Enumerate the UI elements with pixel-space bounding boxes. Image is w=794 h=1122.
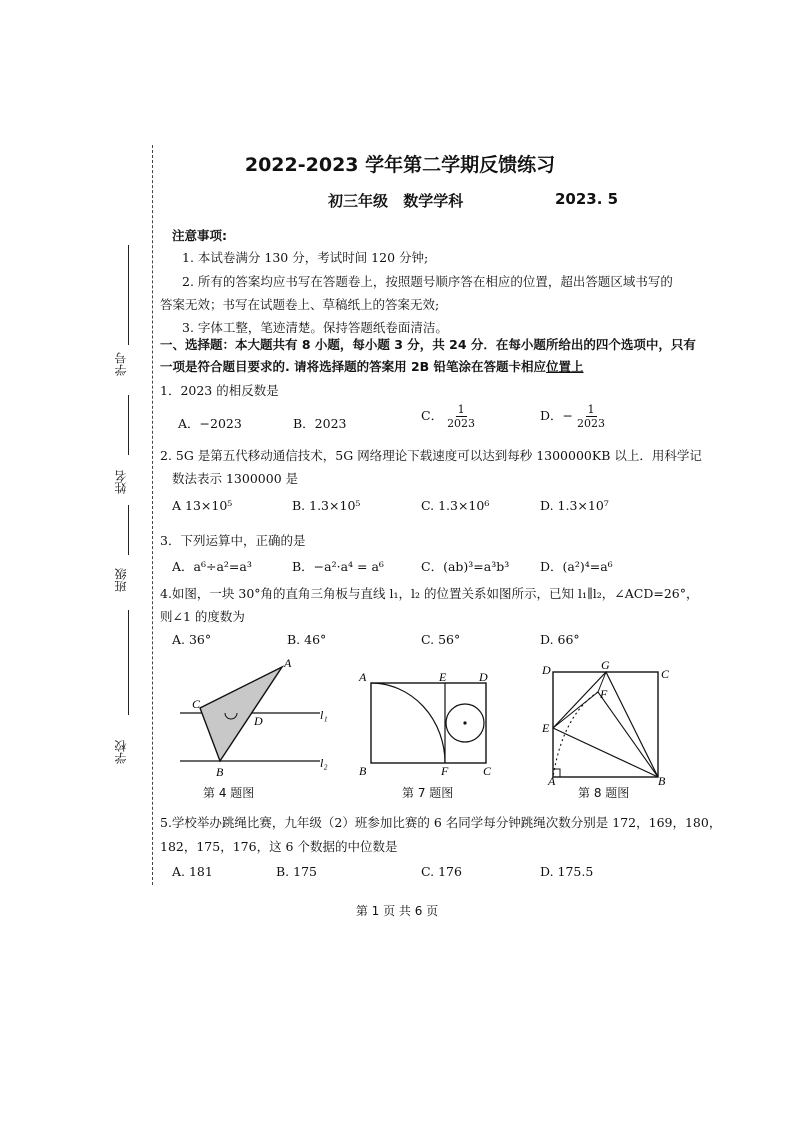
q3-stem: 3．下列运算中，正确的是 [160, 533, 306, 548]
q3-option-a[interactable]: A．a⁶÷a²=a³ [172, 559, 252, 574]
figure-7 [355, 665, 495, 780]
school-label: 学校 [114, 740, 128, 764]
q4-option-b[interactable]: B. 46° [287, 632, 327, 647]
q5-option-c[interactable]: C. 176 [421, 864, 462, 879]
q5-stem-line1: 5.学校举办跳绳比赛，九年级（2）班参加比赛的 6 名同学每分钟跳绳次数分别是 172，169，180， [160, 815, 722, 830]
q1-option-c-label: C． [421, 408, 444, 423]
notes-item-1: 1. 本试卷满分 130 分，考试时间 120 分钟; [182, 250, 429, 265]
fig8-label-d: D [542, 663, 551, 677]
fig7-circle-center [463, 721, 466, 724]
q4-option-d[interactable]: D. 66° [540, 632, 580, 647]
q1-option-d-label: D． [540, 408, 563, 423]
q1-option-d-sign: − [562, 408, 574, 423]
q1-stem: 1．2023 的相反数是 [160, 383, 279, 398]
fraction-denominator: 2023 [447, 417, 476, 430]
fig8-label-e: E [542, 721, 550, 735]
section1-line1: 一、选择题：本大题共有 8 小题，每小题 3 分，共 24 分．在每小题所给出的四个选项中，只有 [160, 337, 696, 352]
figure-8 [538, 660, 678, 785]
fig8-label-c: C [661, 667, 670, 681]
name-blank[interactable] [128, 505, 129, 555]
fig4-label-l1: l₁ [320, 708, 328, 722]
q4-stem-line1: 4.如图，一块 30°角的直角三角板与直线 l₁，l₂ 的位置关系如图所示，已知 l₁∥l₂，∠ACD=26°， [160, 586, 699, 601]
exam-subject: 初三年级 数学学科 [328, 192, 464, 210]
q1-option-b[interactable]: B．2023 [293, 416, 347, 431]
q2-option-a[interactable]: A 13×10⁵ [172, 498, 233, 513]
fig4-label-d: D [254, 714, 263, 728]
fig8-label-g: G [601, 660, 610, 672]
fig8-caption: 第 8 题图 [578, 786, 630, 800]
q2-stem-line2: 数法表示 1300000 是 [172, 471, 299, 486]
section1-line2 [160, 357, 584, 375]
fig7-label-a: A [359, 670, 367, 684]
q3-option-b[interactable]: B．−a²·a⁴ = a⁶ [292, 559, 384, 574]
q2-option-d[interactable]: D. 1.3×10⁷ [540, 498, 609, 513]
fig8-label-f: F [600, 687, 608, 701]
binding-dashed-line [152, 145, 153, 885]
q4-stem-line2: 则∠1 的度数为 [160, 609, 245, 624]
name-label: 姓名 [114, 470, 128, 494]
fig7-label-c: C [483, 764, 492, 778]
section1-line2-text: 一项是符合题目要求的. 请将选择题的答案用 2B 铅笔涂在答题卡相应 [160, 359, 547, 374]
class-label: 班级 [114, 568, 128, 592]
notes-item-2a: 2. 所有的答案均应书写在答题卷上，按照题号顺序答在相应的位置，超出答题区域书写的 [182, 274, 673, 289]
q1-option-d-fraction [577, 403, 605, 430]
student-id-label: 学号 [114, 352, 128, 376]
figure-4 [170, 655, 340, 780]
class-blank[interactable] [128, 610, 129, 715]
name-blank-top[interactable] [128, 395, 129, 455]
fig4-label-a: A [284, 656, 292, 670]
q2-option-b[interactable]: B. 1.3×10⁵ [292, 498, 361, 513]
q1-option-d[interactable] [540, 403, 605, 430]
student-id-blank[interactable] [128, 245, 129, 345]
fig4-triangle [200, 667, 282, 761]
q3-option-c[interactable]: C．(ab)³=a³b³ [421, 559, 510, 574]
exam-date: 2023. 5 [555, 190, 619, 208]
fig8-line-eb [553, 728, 658, 777]
fig4-label-c: C [192, 697, 201, 711]
q4-option-a[interactable]: A. 36° [172, 632, 212, 647]
fig8-line-efb [553, 692, 658, 777]
notes-heading: 注意事项: [172, 228, 227, 243]
q5-option-a[interactable]: A. 181 [172, 864, 213, 879]
notes-item-2b: 答案无效；书写在试题卷上、草稿纸上的答案无效; [160, 297, 440, 312]
exam-title: 2022-2023 学年第二学期反馈练习 [244, 154, 556, 176]
q5-option-b[interactable]: B. 175 [276, 864, 317, 879]
q3-option-d[interactable]: D．(a²)⁴=a⁶ [540, 559, 613, 574]
fig4-caption: 第 4 题图 [203, 786, 255, 800]
q1-option-c-fraction [447, 403, 475, 430]
q4-option-c[interactable]: C. 56° [421, 632, 461, 647]
fraction-numerator: 1 [457, 403, 465, 416]
fig7-caption: 第 7 题图 [402, 786, 454, 800]
fig8-label-b: B [658, 774, 666, 785]
fig7-label-f: F [441, 764, 449, 778]
fig4-label-b: B [216, 765, 224, 779]
fig7-label-e: E [439, 670, 447, 684]
q5-stem-line2: 182，175，176，这 6 个数据的中位数是 [160, 839, 398, 854]
fig4-label-l2: l₂ [320, 756, 328, 770]
q5-option-d[interactable]: D. 175.5 [540, 864, 594, 879]
fig8-label-a: A [548, 774, 556, 785]
q2-option-c[interactable]: C. 1.3×10⁶ [421, 498, 490, 513]
fig7-rectangle [371, 683, 486, 763]
fraction-numerator: 1 [587, 403, 595, 416]
q1-option-c[interactable] [421, 403, 475, 430]
section1-line2-underline: 位置上 [546, 359, 584, 374]
fig7-label-b: B [359, 764, 367, 778]
fig7-arc [371, 683, 445, 763]
fig7-label-d: D [479, 670, 488, 684]
page-number: 第 1 页 共 6 页 [355, 904, 439, 918]
notes-item-3: 3. 字体工整，笔迹清楚。保持答题纸卷面清洁。 [182, 320, 448, 335]
q1-option-a[interactable]: A．−2023 [178, 416, 242, 431]
q2-stem-line1: 2. 5G 是第五代移动通信技术，5G 网络理论下载速度可以达到每秒 1300000KB 以上．用科学记 [160, 448, 702, 463]
fraction-denominator: 2023 [577, 417, 605, 430]
